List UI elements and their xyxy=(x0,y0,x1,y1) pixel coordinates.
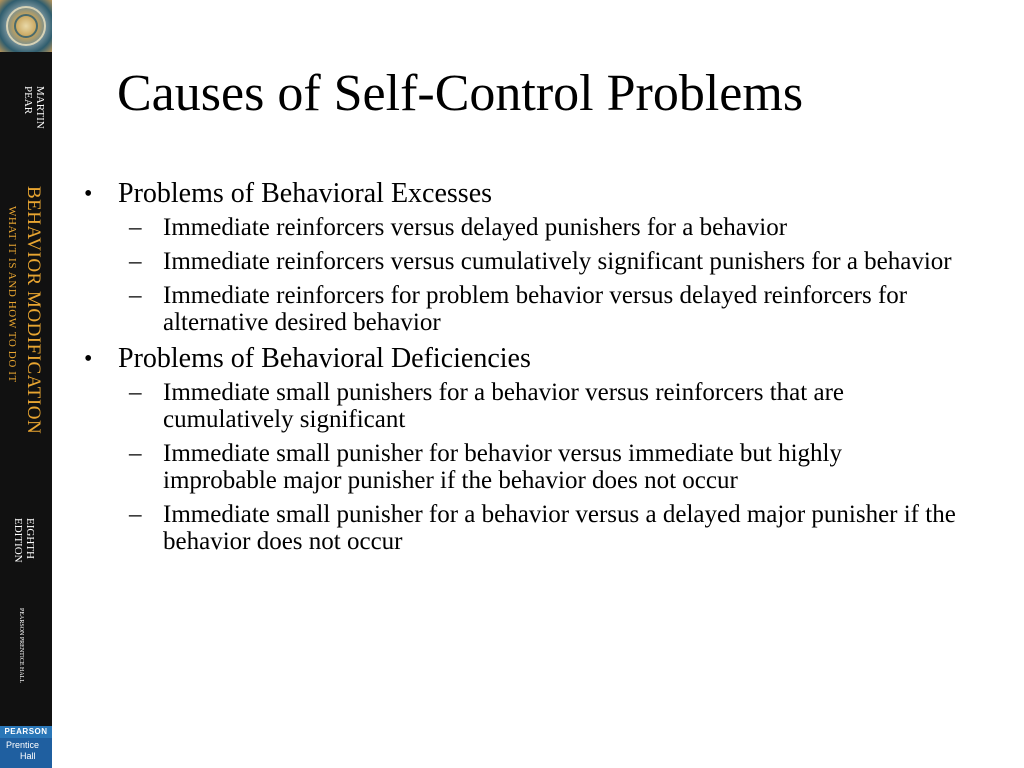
spine-author-2: PEAR xyxy=(22,86,34,115)
pearson-logo-top: PEARSON xyxy=(0,726,52,738)
spine-edition xyxy=(12,518,36,563)
bullet-text: Problems of Behavioral Deficiencies xyxy=(118,343,531,374)
book-spine-sidebar xyxy=(0,0,52,768)
sub-bullet: – Immediate reinforcers for problem behavior versus delayed reinforcers for alternative desired behavior xyxy=(118,282,960,336)
bullet-behavioral-excesses xyxy=(80,178,960,336)
slide-body xyxy=(80,178,960,562)
sub-bullet: – Immediate reinforcers versus delayed punishers for a behavior xyxy=(118,214,960,241)
spine-author-1: MARTIN xyxy=(34,86,46,129)
spine-edition-line-2: EDITION xyxy=(12,518,24,563)
cover-inner-ring-decoration xyxy=(14,14,38,38)
sub-bullet: – Immediate reinforcers versus cumulatively significant punishers for a behavior xyxy=(118,248,960,275)
bullet-text: Problems of Behavioral Excesses xyxy=(118,178,493,209)
sub-bullet-list xyxy=(118,379,960,555)
spine-imprint: PEARSON PRENTICE HALL xyxy=(18,608,24,684)
sub-bullet: – Immediate small punisher for a behavior versus a delayed major punisher if the behavior does not occur xyxy=(118,501,960,555)
spine-book-title: BEHAVIOR MODIFICATION xyxy=(23,186,44,435)
slide-title: Causes of Self-Control Problems xyxy=(117,65,804,122)
bullet-behavioral-deficiencies xyxy=(80,343,960,555)
sub-bullet-list xyxy=(118,214,960,336)
spine-book-subtitle: WHAT IT IS AND HOW TO DO IT xyxy=(6,206,18,383)
book-cover-image xyxy=(0,0,52,52)
spine-authors xyxy=(22,86,46,129)
sub-bullet: – Immediate small punisher for behavior versus immediate but highly improbable major punisher if the behavior does not occur xyxy=(118,440,960,494)
pearson-logo xyxy=(0,726,52,768)
prentice-hall-logo xyxy=(6,740,39,762)
sub-bullet: – Immediate small punishers for a behavior versus reinforcers that are cumulatively significant xyxy=(118,379,960,433)
spine-edition-line-1: EIGHTH xyxy=(24,518,36,559)
logo-line-hall: Hall xyxy=(20,751,36,761)
logo-line-prentice: Prentice xyxy=(6,740,40,750)
